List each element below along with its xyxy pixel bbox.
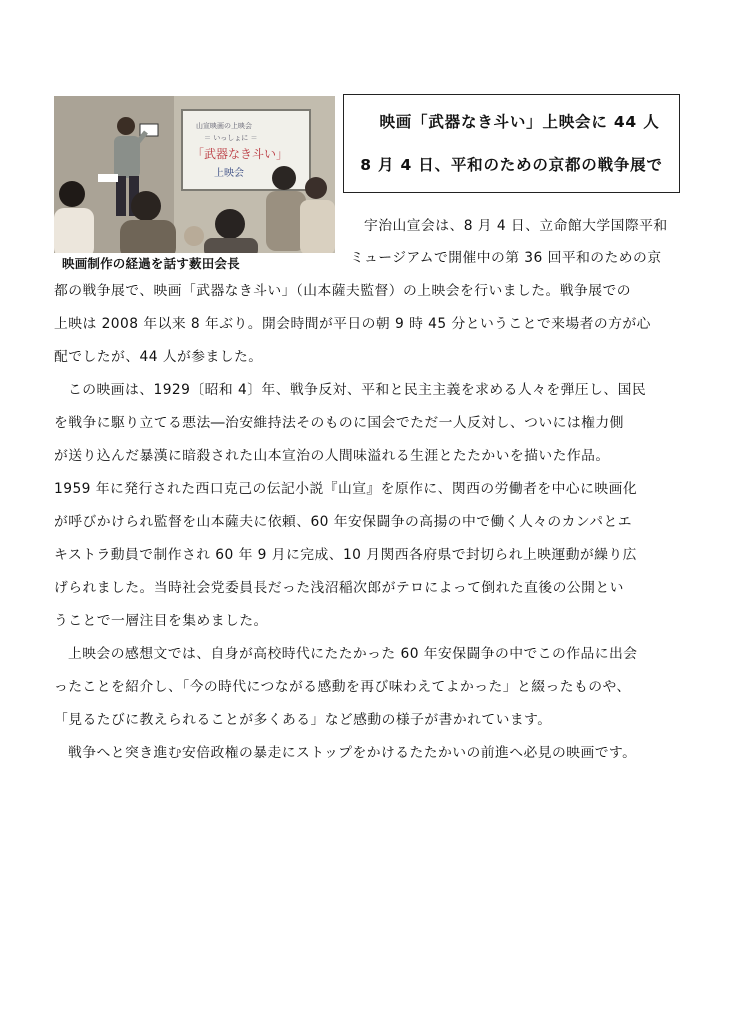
board-title: 「武器なき斗い」 bbox=[192, 147, 289, 161]
photo-caption: 映画制作の経過を話す薮田会長 bbox=[62, 256, 240, 271]
body-line-15: ったことを紹介し、「今の時代につながる感動を再び味わえてよかった」と綴ったものや、 bbox=[54, 679, 631, 695]
body-line-3: 都の戦争展で、映画「武器なき斗い」（山本薩夫監督）の上映会を行いました。戦争展での bbox=[54, 283, 631, 299]
svg-text:山宣映画の上映会: 山宣映画の上映会 bbox=[196, 122, 252, 130]
board-subtitle: 上映会 bbox=[214, 168, 244, 179]
event-photo-illustration bbox=[54, 96, 335, 253]
body-line-8: が送り込んだ暴漢に暗殺された山本宣治の人間味溢れる生涯とたたかいを描いた作品。 bbox=[54, 448, 610, 464]
article-title-box bbox=[343, 94, 680, 193]
body-line-6: この映画は、1929〔昭和 4〕年、戦争反対、平和と民主主義を求める人々を弾圧し、国民 bbox=[68, 382, 647, 398]
body-line-12: げられました。当時社会党委員長だった浅沼稲次郎がテロによって倒れた直後の公開とい bbox=[54, 580, 624, 596]
body-line-13: うことで一層注目を集めました。 bbox=[54, 613, 268, 629]
body-line-11: キストラ動員で制作され 60 年 9 月に完成、10 月関西各府県で封切られ上映運動が繰り広 bbox=[54, 547, 637, 563]
body-line-1: 宇治山宣会は、8 月 4 日、立命館大学国際平和 bbox=[364, 218, 668, 234]
body-line-16: 「見るたびに教えられることが多くある」など感動の様子が書かれています。 bbox=[54, 712, 552, 728]
body-line-14: 上映会の感想文では、自身が高校時代にたたかった 60 年安保闘争の中でこの作品に出会 bbox=[68, 646, 638, 662]
body-line-4: 上映は 2008 年以来 8 年ぶり。開会時間が平日の朝 9 時 45 分ということで来場者の方が心 bbox=[54, 316, 651, 332]
svg-text:＝ いっしょに ＝: ＝ いっしょに ＝ bbox=[204, 134, 258, 142]
body-line-17: 戦争へと突き進む安倍政権の暴走にストップをかけるたたかいの前進へ必見の映画です。 bbox=[68, 745, 637, 761]
body-line-10: が呼びかけられ監督を山本薩夫に依頼、60 年安保闘争の高揚の中で働く人々のカンパとエ bbox=[54, 514, 632, 530]
article-subtitle: 8 月 4 日、平和のための京都の戦争展で bbox=[360, 156, 663, 174]
body-line-7: を戦争に駆り立てる悪法―治安維持法そのものに国会でただ一人反対し、ついには権力側 bbox=[54, 415, 624, 431]
body-line-2: ミュージアムで開催中の第 36 回平和のための京 bbox=[350, 250, 662, 266]
body-line-5: 配でしたが、44 人が参ました。 bbox=[54, 349, 263, 365]
event-photo bbox=[54, 96, 335, 253]
body-line-9: 1959 年に発行された西口克己の伝記小説『山宣』を原作に、関西の労働者を中心に映画化 bbox=[54, 481, 638, 497]
article-title: 映画「武器なき斗い」上映会に 44 人 bbox=[379, 113, 660, 131]
